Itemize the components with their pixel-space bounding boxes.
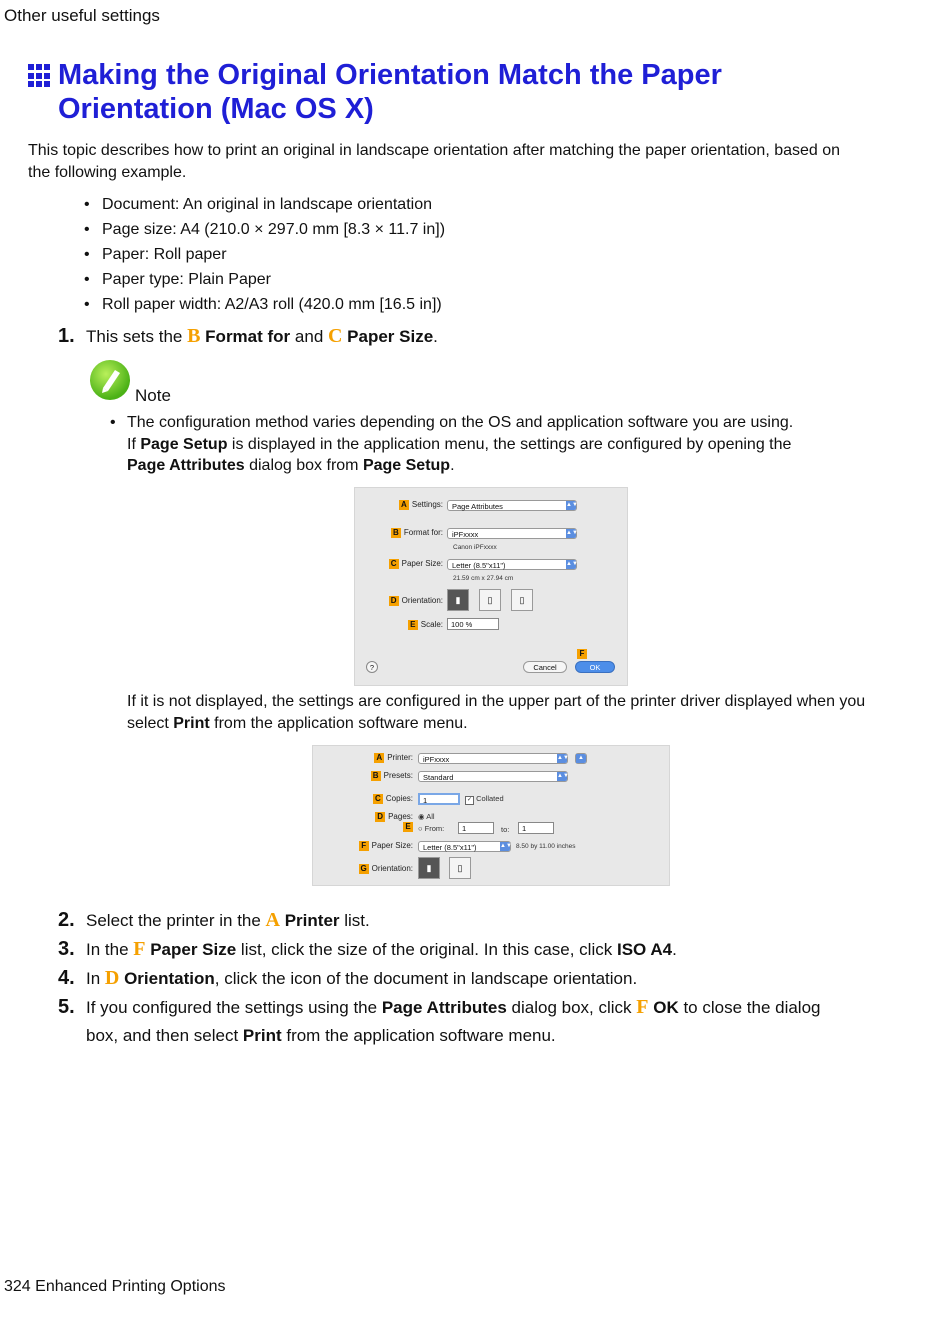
step-number: 4. xyxy=(58,967,75,989)
callout-tag: F xyxy=(359,841,369,851)
ok-button[interactable]: OK xyxy=(575,661,615,673)
callout-marker: C xyxy=(328,325,343,347)
note-line: Page Attributes dialog box from Page Setup. xyxy=(127,457,455,474)
settings-label: Settings: xyxy=(411,500,443,509)
settings-popup[interactable]: Page Attributes ▲▼ xyxy=(447,500,577,511)
paragraph: If it is not displayed, the settings are configured in the upper part of the printer driver displayed when you select Print from the application software menu. xyxy=(127,693,866,732)
copies-label: Copies: xyxy=(385,794,413,803)
step-number: 3. xyxy=(58,938,75,960)
note-pencil-icon xyxy=(90,360,130,400)
step-text: and xyxy=(290,327,328,346)
popup-arrow-icon: ▲▼ xyxy=(566,530,578,536)
to-label: to: xyxy=(501,825,510,834)
list-item: • Paper type: Plain Paper xyxy=(84,267,445,292)
step-number: 1. xyxy=(58,325,75,347)
callout-tag: C xyxy=(389,559,399,569)
scale-label: Scale: xyxy=(420,620,443,629)
paper-size-subtext: 21.59 cm x 27.94 cm xyxy=(453,575,514,582)
paper-size-popup[interactable]: Letter (8.5"x11") ▲▼ xyxy=(447,559,577,570)
callout-tag: D xyxy=(375,812,385,822)
callout-marker: F xyxy=(133,938,146,960)
step-number: 2. xyxy=(58,909,75,931)
portrait-orientation-icon[interactable]: ▮ xyxy=(447,589,469,611)
page-title: Making the Original Orientation Match the Paper Orientation (Mac OS X) xyxy=(58,59,722,125)
paper-size-label: Paper Size: xyxy=(401,559,443,568)
step-text: This sets the xyxy=(86,327,188,346)
orientation-label: Orientation: xyxy=(371,864,413,873)
popup-arrow-icon: ▲▼ xyxy=(566,561,578,567)
note-body xyxy=(110,412,870,477)
list-item: • Paper: Roll paper xyxy=(84,242,445,267)
from-radio[interactable]: ○ From: xyxy=(418,824,445,833)
checkmark-icon: ✓ xyxy=(466,797,473,803)
step-text: . xyxy=(433,327,438,346)
step-3: 3. In the F Paper Size list, click the size of the original. In this case, click ISO A4. xyxy=(58,935,856,964)
portrait-orientation-icon[interactable]: ▮ xyxy=(418,857,440,879)
collated-checkbox[interactable]: ✓ Collated xyxy=(466,794,504,803)
running-header: Other useful settings xyxy=(4,6,160,25)
paper-size-note: 8.50 by 11.00 inches xyxy=(516,843,576,850)
cancel-button[interactable]: Cancel xyxy=(523,661,567,673)
page-attributes-dialog-screenshot xyxy=(354,487,628,686)
paper-size-popup[interactable]: Letter (8.5"x11") ▲▼ xyxy=(418,841,511,852)
printer-popup[interactable]: iPFxxxx ▲▼ xyxy=(418,753,568,764)
example-list xyxy=(84,192,445,317)
callout-tag: C xyxy=(373,794,383,804)
disclosure-arrow-icon: ▲ xyxy=(576,754,586,763)
callout-marker: D xyxy=(104,967,120,989)
copies-field[interactable]: 1 xyxy=(418,793,460,805)
popup-arrow-icon: ▲▼ xyxy=(566,502,578,508)
callout-tag: A xyxy=(399,500,409,510)
orientation-label: Orientation: xyxy=(401,596,443,605)
step-term: Format for xyxy=(200,327,291,346)
format-for-popup[interactable]: iPFxxxx ▲▼ xyxy=(447,528,577,539)
callout-tag: B xyxy=(371,771,381,781)
landscape-left-orientation-icon[interactable]: ▯ xyxy=(479,589,501,611)
step-2: 2. Select the printer in the A Printer list. xyxy=(58,906,856,935)
note-line: The configuration method varies depending on the OS and application software you are using. xyxy=(127,414,794,431)
popup-arrow-icon: ▲▼ xyxy=(500,843,512,849)
callout-tag: B xyxy=(391,528,401,538)
landscape-orientation-icon[interactable]: ▯ xyxy=(449,857,471,879)
radio-selected-icon: ◉ xyxy=(418,812,425,821)
callout-marker: A xyxy=(265,909,280,931)
callout-marker: F xyxy=(636,996,649,1018)
landscape-right-orientation-icon[interactable]: ▯ xyxy=(511,589,533,611)
page-footer: 324 Enhanced Printing Options xyxy=(4,1278,226,1295)
callout-tag: A xyxy=(374,753,384,763)
note-line: If Page Setup is displayed in the application menu, the settings are configured by opening the xyxy=(127,435,792,453)
step-number: 5. xyxy=(58,996,75,1018)
pages-label: Pages: xyxy=(388,812,413,821)
step-term: Paper Size xyxy=(342,327,434,346)
paper-size-label: Paper Size: xyxy=(371,841,413,850)
printer-label: Printer: xyxy=(387,753,413,762)
format-for-label: Format for: xyxy=(403,528,443,537)
list-item: • Page size: A4 (210.0 × 297.0 mm [8.3 × 11.7 in]) xyxy=(84,217,445,242)
presets-popup[interactable]: Standard ▲▼ xyxy=(418,771,568,782)
disclosure-button[interactable] xyxy=(575,753,587,764)
list-item: • Roll paper width: A2/A3 roll (420.0 mm [16.5 in]) xyxy=(84,292,445,317)
note-label: Note xyxy=(135,386,171,405)
callout-tag: D xyxy=(389,596,399,606)
presets-label: Presets: xyxy=(383,771,413,780)
to-field[interactable]: 1 xyxy=(518,822,554,834)
step-1 xyxy=(58,322,438,351)
format-subtext: Canon iPFxxxx xyxy=(453,544,497,551)
popup-arrow-icon: ▲▼ xyxy=(557,755,569,761)
popup-arrow-icon: ▲▼ xyxy=(557,773,569,779)
from-field[interactable]: 1 xyxy=(458,822,494,834)
all-radio[interactable]: ◉ All xyxy=(418,812,435,821)
note-bullet: • xyxy=(110,414,116,431)
radio-empty-icon: ○ xyxy=(418,824,423,833)
intro-paragraph: This topic describes how to print an original in landscape orientation after matching the paper orientation, based on the following example. xyxy=(28,142,841,181)
list-item: • Document: An original in landscape orientation xyxy=(84,192,445,217)
callout-marker: B xyxy=(187,325,201,347)
step-4: 4. In D Orientation, click the icon of the document in landscape orientation. xyxy=(58,964,856,993)
steps-list xyxy=(58,906,856,1050)
callout-tag: G xyxy=(360,864,367,873)
callout-tag: E xyxy=(408,620,418,630)
callout-tag: F xyxy=(577,649,587,659)
step-5: 5. If you configured the settings using the Page Attributes dialog box, click F OK to close the dialog box, and then select Print from the application software menu. xyxy=(58,993,856,1050)
help-button[interactable]: ? xyxy=(366,661,378,673)
callout-tag: E xyxy=(403,822,413,832)
scale-field[interactable]: 100 % xyxy=(447,618,499,630)
section-grid-icon xyxy=(28,64,52,88)
print-dialog-screenshot xyxy=(312,745,670,886)
